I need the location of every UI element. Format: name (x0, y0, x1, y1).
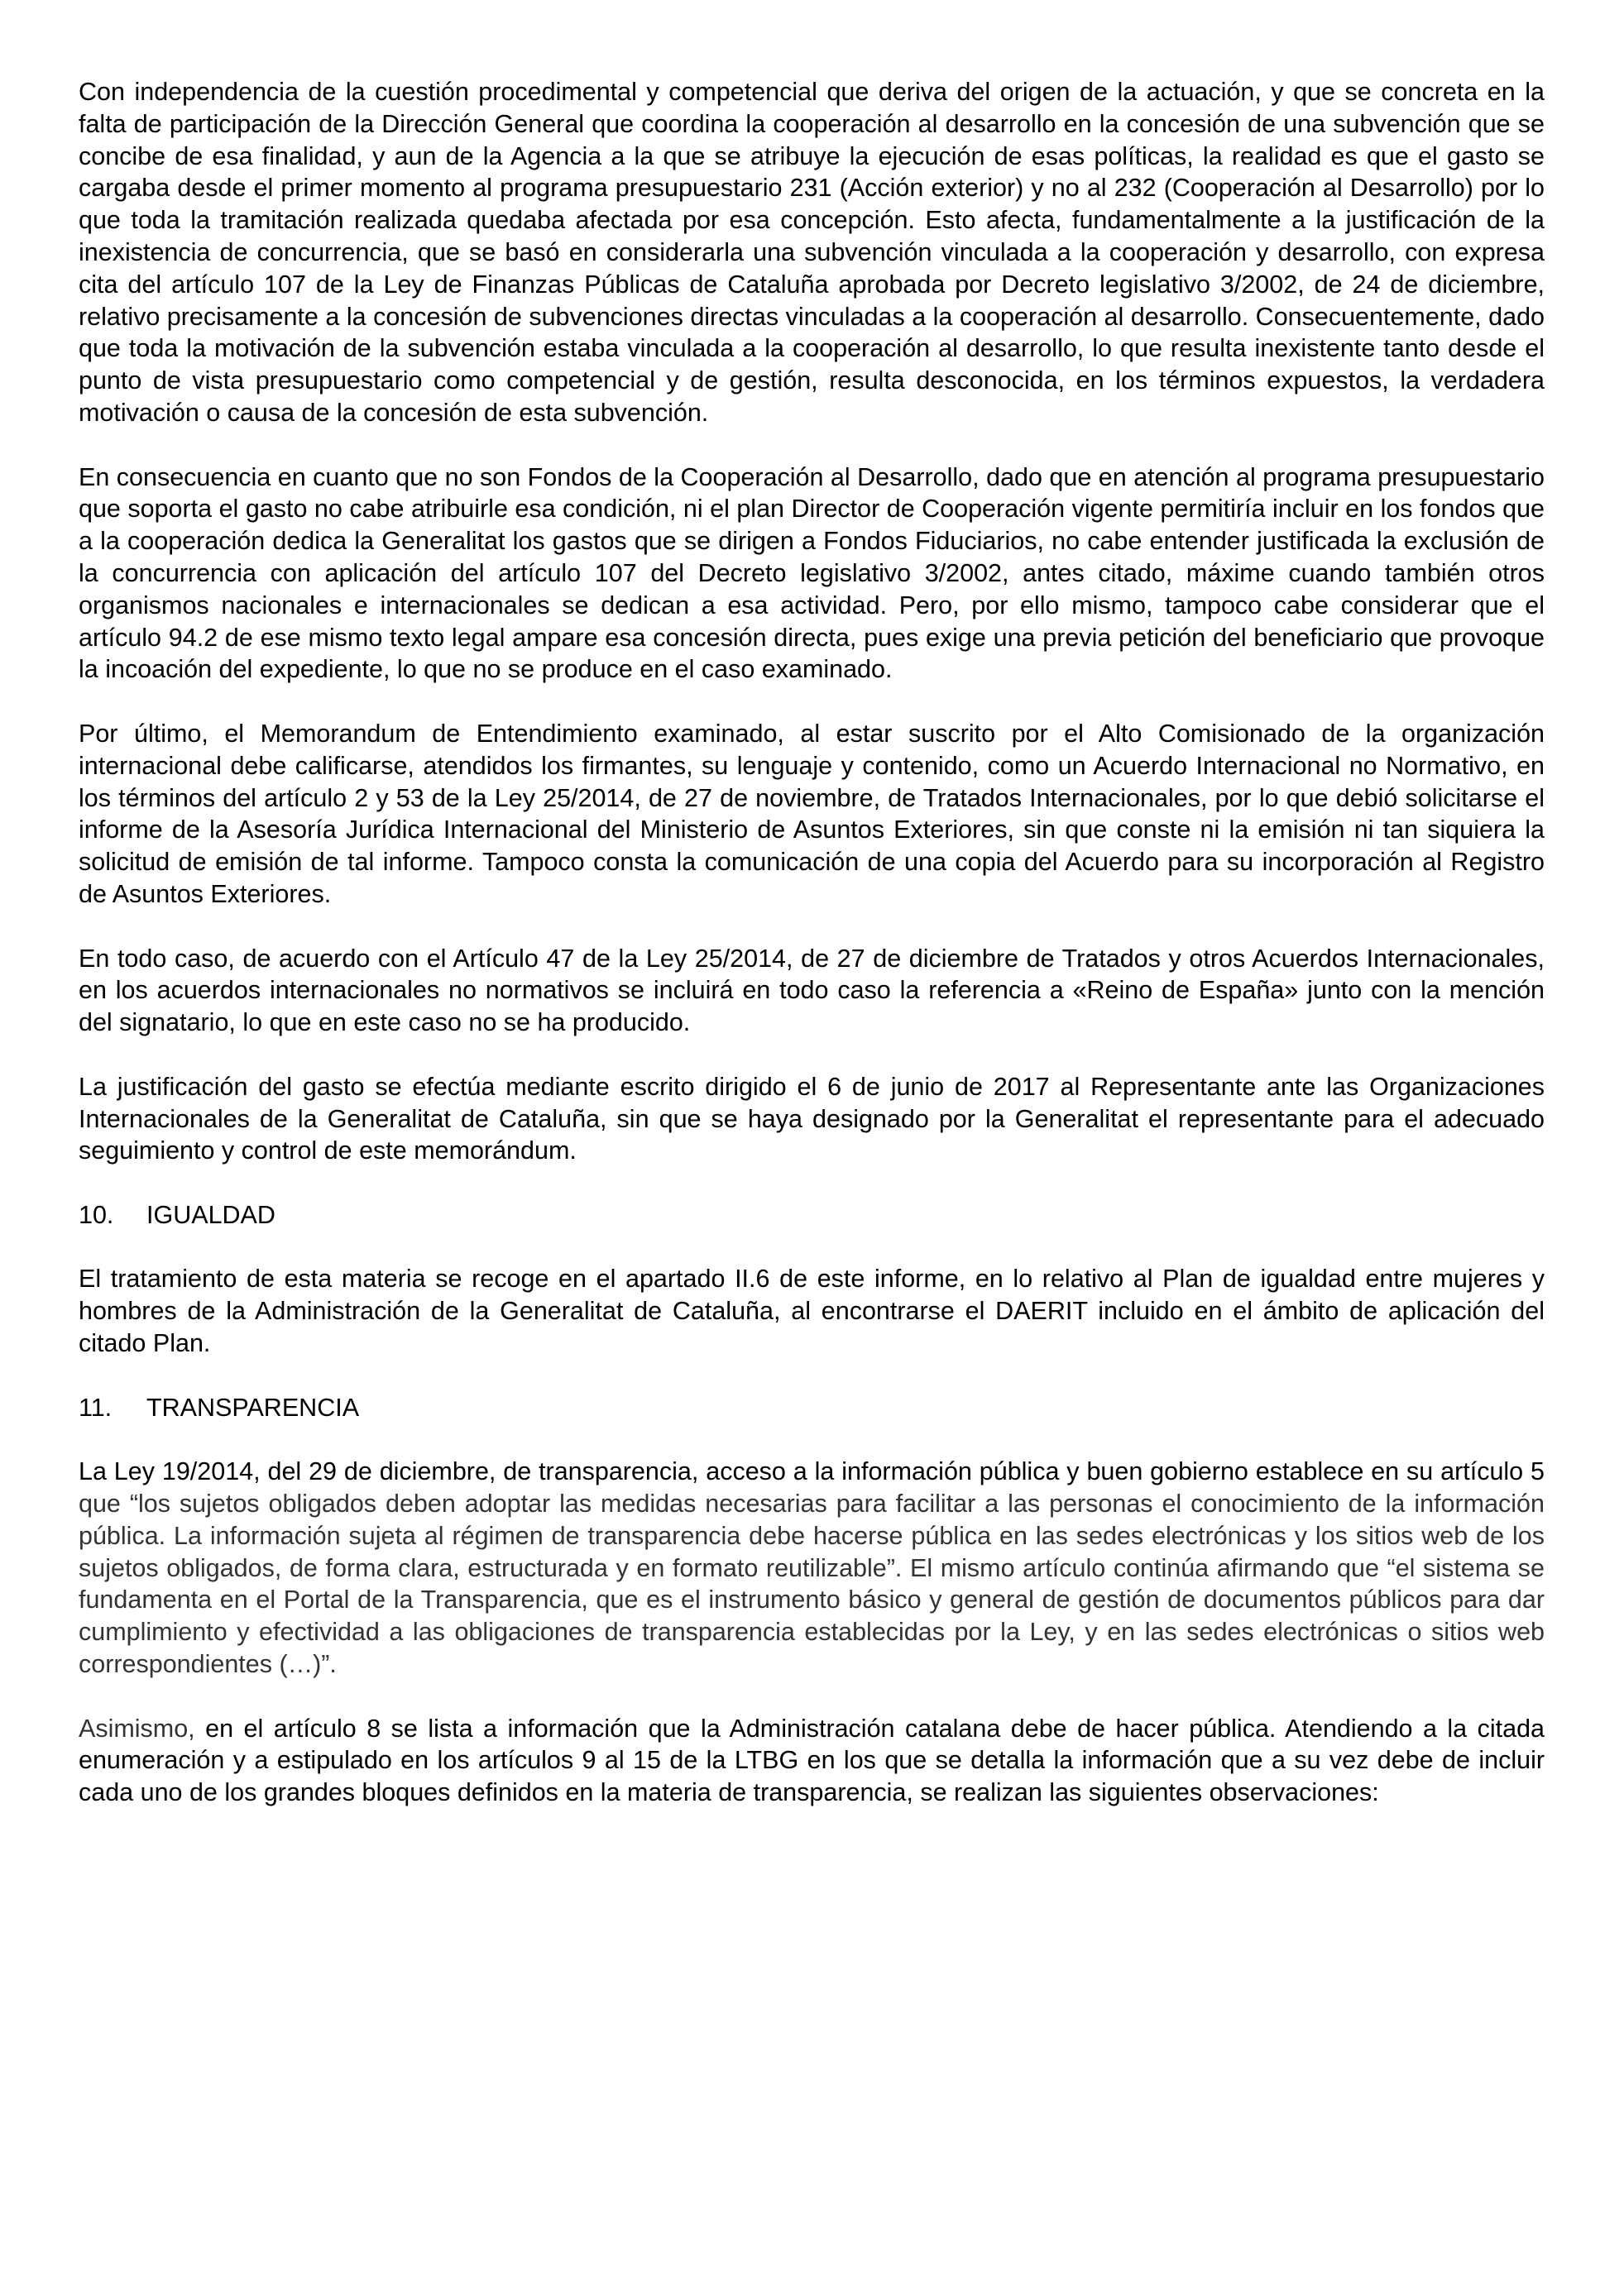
paragraph-memorandum-entendimiento: Por último, el Memorandum de Entendimiento examinado, al estar suscrito por el Alto Comisionado de la organización internacional debe calificarse, atendidos los firmantes, su lenguaje y contenido, como un Acuerdo Internacional no Normativo, en los términos del artículo 2 y 53 de la Ley 25/2014, de 27 de noviembre, de Tratados Internacionales, por lo que debió solicitarse el informe de la Asesoría Jurídica Internacional del Ministerio de Asuntos Exteriores, sin que conste ni la emisión ni tan siquiera la solicitud de emisión de tal informe. Tampoco consta la comunicación de una copia del Acuerdo para su incorporación al Registro de Asuntos Exteriores. (79, 719, 1545, 908)
paragraph-lead-word: Asimismo, (79, 1714, 195, 1743)
section-number: 10. (79, 1200, 114, 1229)
section-title: TRANSPARENCIA (146, 1393, 360, 1422)
section-heading-transparencia (79, 1392, 1545, 1424)
paragraph-articulo-47: En todo caso, de acuerdo con el Artículo 47 de la Ley 25/2014, de 27 de diciembre de Tratados y otros Acuerdos Internacionales, en los acuerdos internacionales no normativos se incluirá en todo caso la referencia a «Reino de España» junto con la mención del signatario, lo que en este caso no se ha producido. (79, 944, 1545, 1037)
section-heading-igualdad (79, 1199, 1545, 1232)
document-page (79, 76, 1545, 1841)
paragraph-igualdad: El tratamiento de esta materia se recoge en el apartado II.6 de este informe, en lo relativo al Plan de igualdad entre mujeres y hombres de la Administración de la Generalitat de Cataluña, al encontrarse el DAERIT incluido en el ámbito de aplicación del citado Plan. (79, 1265, 1545, 1358)
paragraph-body-text: en el artículo 8 se lista a información que la Administración catalana debe de hacer pública. Atendiendo a la citada enumeración y a estipulado en los artículos 9 al 15 de la LTBG en los que se detalla la información que a su vez debe de incluir cada uno de los grandes bloques definidos en la materia de transparencia, se realizan las siguientes observaciones: (79, 1714, 1545, 1807)
paragraph-justificacion-gasto: La justificación del gasto se efectúa mediante escrito dirigido el 6 de junio de 2017 al Representante ante las Organizaciones Internacionales de la Generalitat de Cataluña, sin que se haya designado por la Generalitat el representante para el adecuado seguimiento y control de este memorándum. (79, 1072, 1545, 1165)
section-number: 11. (79, 1393, 113, 1422)
section-title: IGUALDAD (146, 1200, 275, 1229)
paragraph-subvencion-motivacion: Con independencia de la cuestión procedimental y competencial que deriva del origen de la actuación, y que se concreta en la falta de participación de la Dirección General que coordina la cooperación al desarrollo en la concesión de una subvención que se concibe de esa finalidad, y aun de la Agencia a la que se atribuye la ejecución de esas políticas, la realidad es que el gasto se cargaba desde el primer momento al programa presupuestario 231 (Acción exterior) y no al 232 (Cooperación al Desarrollo) por lo que toda la tramitación realizada quedaba afectada por esa concepción. Esto afecta, fundamentalmente a la justificación de la inexistencia de concurrencia, que se basó en considerarla una subvención vinculada a la cooperación y desarrollo, con expresa cita del artículo 107 de la Ley de Finanzas Públicas de Cataluña aprobada por Decreto legislativo 3/2002, de 24 de diciembre, relativo precisamente a la concesión de subvenciones directas vinculadas a la cooperación al desarrollo. Consecuentemente, dado que toda la motivación de la subvención estaba vinculada a la cooperación al desarrollo, lo que resulta inexistente tanto desde el punto de vista presupuestario como competencial y de gestión, resulta desconocida, en los términos expuestos, la verdadera motivación o causa de la concesión de esta subvención. (79, 78, 1545, 427)
paragraph-articulo-8 (79, 1713, 1545, 1809)
quoted-law-text: que “los sujetos obligados deben adoptar las medidas necesarias para facilitar a las personas el conocimiento de la información pública. La información sujeta al régimen de transparencia debe hacerse pública en las sedes electrónicas y los sitios web de los sujetos obligados, de forma clara, estructurada y en formato reutilizable”. El mismo artículo continúa afirmando que “el sistema se fundamenta en el Portal de la Transparencia, que es el instrumento básico y general de gestión de documentos públicos para dar cumplimiento y efectividad a las obligaciones de transparencia establecidas por la Ley, y en las sedes electrónicas o sitios web correspondientes (…)”. (79, 1490, 1545, 1679)
paragraph-fondos-cooperacion: En consecuencia en cuanto que no son Fondos de la Cooperación al Desarrollo, dado que en atención al programa presupuestario que soporta el gasto no cabe atribuirle esa condición, ni el plan Director de Cooperación vigente permitiría incluir en los fondos que a la cooperación dedica la Generalitat los gastos que se dirigen a Fondos Fiduciarios, no cabe entender justificada la exclusión de la concurrencia con aplicación del artículo 107 del Decreto legislativo 3/2002, antes citado, máxime cuando también otros organismos nacionales e internacionales se dedican a esa actividad. Pero, por ello mismo, tampoco cabe considerar que el artículo 94.2 de ese mismo texto legal ampare esa concesión directa, pues exige una previa petición del beneficiario que provoque la incoación del expediente, lo que no se produce en el caso examinado. (79, 462, 1545, 684)
paragraph-ley-transparencia (79, 1456, 1545, 1681)
paragraph-lead-text: La Ley 19/2014, del 29 de diciembre, de transparencia, acceso a la información pública y buen gobierno establece en su artículo 5 (79, 1457, 1545, 1486)
